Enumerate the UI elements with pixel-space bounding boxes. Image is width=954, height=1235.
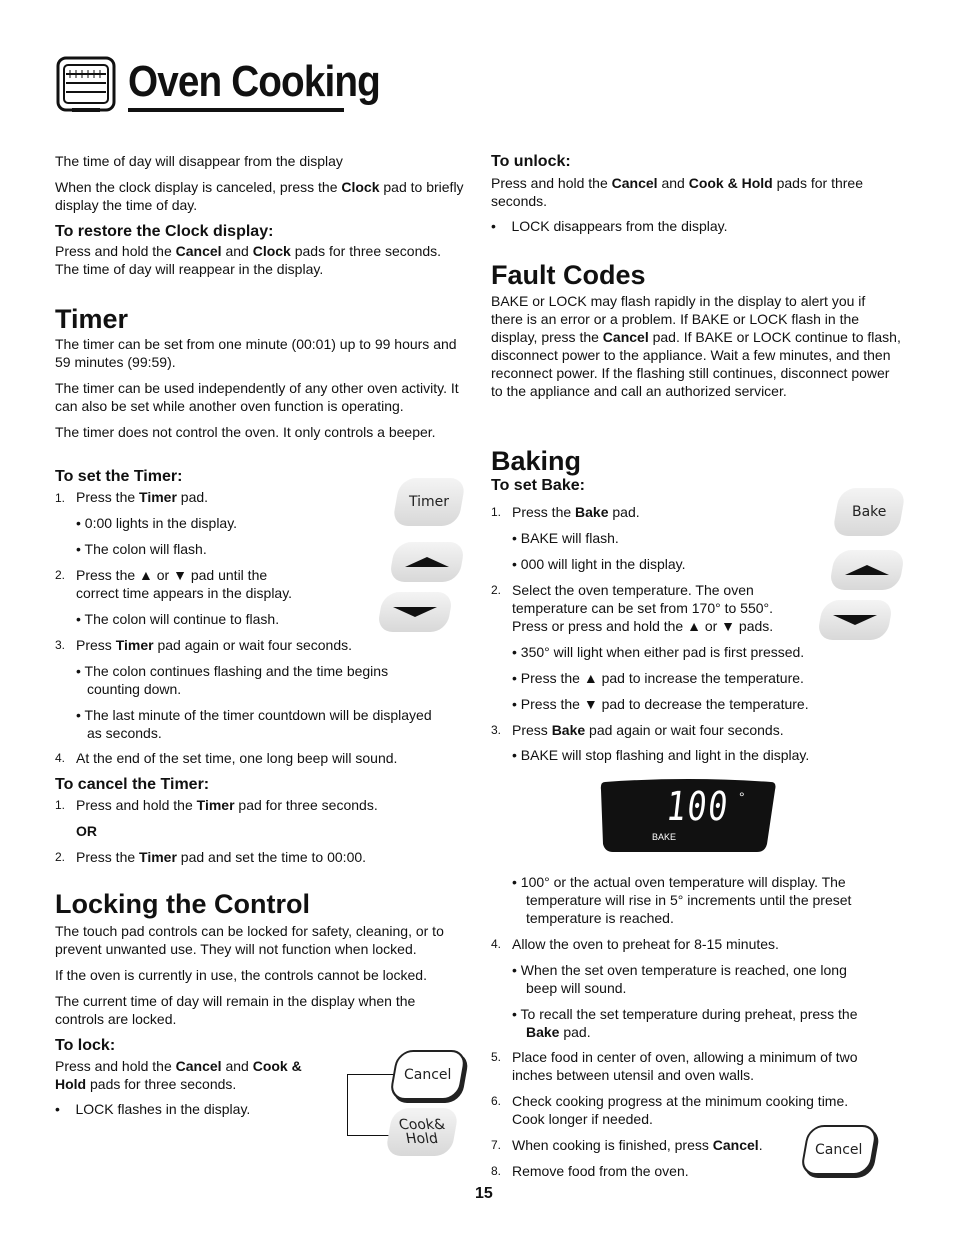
display-bake-label: BAKE: [652, 832, 677, 842]
intro-text: The time of day will disappear from the display: [55, 153, 343, 169]
locking-heading: Locking the Control: [55, 889, 310, 919]
bake-pad[interactable]: Bake: [832, 488, 906, 536]
to-lock-text: Press and hold the Cancel and Cook & Hold pads for three seconds.: [55, 1058, 302, 1092]
cook-hold-pad[interactable]: Cook& Hold: [385, 1108, 459, 1156]
oven-icon: [56, 56, 116, 114]
set-bake-heading: To set Bake:: [491, 477, 585, 494]
up-arrow-pad[interactable]: [828, 550, 905, 590]
up-arrow-pad[interactable]: [388, 542, 465, 582]
list-item: • The colon will flash.: [76, 541, 207, 557]
list-item: Press the ▲ or ▼ pad until the: [76, 567, 268, 583]
up-arrow-icon: [405, 557, 449, 567]
display-degree: °: [739, 789, 745, 805]
to-lock-bullet: • LOCK flashes in the display.: [55, 1101, 251, 1117]
fault-codes-text: BAKE or LOCK may flash rapidly in the display to alert you if there is an error or a problem. If BAKE or LOCK flash in the display, press the Cancel pad. If BAKE or LOCK continue to flash, disconnect power to the appliance. Wait a few minutes, and then reconnect power. If the flashing still continues, disconnect power to the appliance and call an authorized servicer.: [491, 293, 901, 399]
timer-paragraph-1: The timer can be set from one minute (00:01) up to 99 hours and 59 minutes (99:59).: [55, 336, 457, 370]
cancel-pad[interactable]: Cancel: [389, 1050, 468, 1100]
to-lock-heading: To lock:: [55, 1037, 116, 1054]
page-number: 15: [475, 1185, 493, 1202]
bracket-line: [347, 1074, 394, 1136]
intro-clock-text: When the clock display is canceled, press the Clock pad to briefly display the time of day.: [55, 179, 464, 213]
set-timer-heading: To set the Timer:: [55, 468, 183, 485]
down-arrow-icon: [833, 615, 877, 625]
down-arrow-pad[interactable]: [376, 592, 453, 632]
timer-paragraph-2: The timer can be used independently of any other oven activity. It can also be set while another oven function is operating.: [55, 380, 459, 414]
list-item: • The colon will continue to flash.: [76, 611, 280, 627]
baking-heading: Baking: [491, 446, 582, 476]
timer-heading: Timer: [55, 304, 129, 334]
restore-clock-heading: To restore the Clock display:: [55, 223, 274, 240]
fault-codes-heading: Fault Codes: [491, 260, 646, 290]
lock-paragraph-3: The current time of day will remain in the display when the controls are locked.: [55, 993, 416, 1027]
timer-paragraph-3: The timer does not control the oven. It only controls a beeper.: [55, 424, 436, 440]
lock-paragraph-2: If the oven is currently in use, the controls cannot be locked.: [55, 967, 427, 983]
page-title: Oven Cooking: [128, 57, 380, 106]
restore-clock-text: Press and hold the Cancel and Clock pads for three seconds. The time of day will reappear in the display.: [55, 243, 442, 277]
down-arrow-icon: [393, 607, 437, 617]
down-arrow-pad[interactable]: [816, 600, 893, 640]
unlock-heading: To unlock:: [491, 153, 571, 170]
oven-display: [599, 778, 777, 856]
list-item: • 0:00 lights in the display.: [76, 515, 238, 531]
display-temperature: 100: [663, 784, 732, 830]
step-number: 1.: [55, 491, 66, 505]
up-arrow-icon: [845, 565, 889, 575]
unlock-bullet: • LOCK disappears from the display.: [491, 218, 728, 234]
title-underline: [128, 108, 344, 112]
list-item: correct time appears in the display.: [76, 585, 293, 601]
cancel-timer-heading: To cancel the Timer:: [55, 776, 210, 793]
unlock-text: Press and hold the Cancel and Cook & Hold pads for three seconds.: [491, 175, 863, 209]
cancel-pad[interactable]: Cancel: [800, 1125, 879, 1175]
timer-pad[interactable]: Timer: [392, 478, 466, 526]
lock-paragraph-1: The touch pad controls can be locked for safety, cleaning, or to prevent unwanted use. They will not function when locked.: [55, 923, 444, 957]
